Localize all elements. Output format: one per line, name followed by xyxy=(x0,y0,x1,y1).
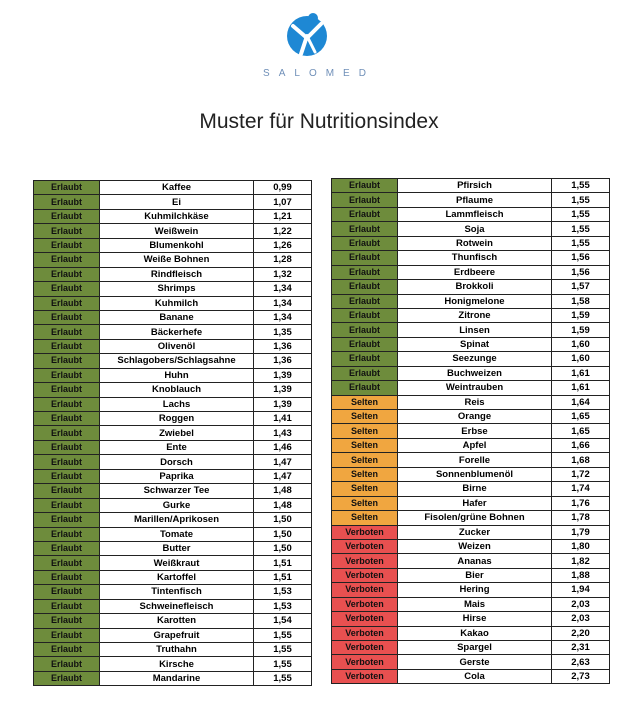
category-cell: Erlaubt xyxy=(34,412,100,426)
brand-name: SALOMED xyxy=(263,68,375,79)
food-cell: Weißwein xyxy=(100,224,254,238)
table-row xyxy=(34,354,312,368)
food-cell: Shrimps xyxy=(100,282,254,296)
food-cell: Karotten xyxy=(100,614,254,628)
index-value-cell: 1,48 xyxy=(254,498,312,512)
category-cell: Erlaubt xyxy=(332,179,398,193)
index-value-cell: 2,73 xyxy=(552,669,610,683)
nutrition-table-left xyxy=(33,180,312,686)
food-cell: Kartoffel xyxy=(100,570,254,584)
food-cell: Brokkoli xyxy=(398,280,552,294)
index-value-cell: 1,56 xyxy=(552,265,610,279)
index-value-cell: 1,50 xyxy=(254,541,312,555)
food-cell: Reis xyxy=(398,395,552,409)
index-value-cell: 1,57 xyxy=(552,280,610,294)
index-value-cell: 1,50 xyxy=(254,527,312,541)
table-row xyxy=(34,310,312,324)
index-value-cell: 1,72 xyxy=(552,467,610,481)
food-cell: Apfel xyxy=(398,438,552,452)
food-cell: Birne xyxy=(398,482,552,496)
index-value-cell: 1,59 xyxy=(552,308,610,322)
category-cell: Erlaubt xyxy=(34,671,100,685)
table-row xyxy=(332,366,610,380)
index-value-cell: 1,56 xyxy=(552,251,610,265)
index-value-cell: 2,63 xyxy=(552,655,610,669)
food-cell: Paprika xyxy=(100,469,254,483)
index-value-cell: 1,53 xyxy=(254,585,312,599)
table-row xyxy=(34,440,312,454)
category-cell: Erlaubt xyxy=(34,484,100,498)
category-cell: Selten xyxy=(332,511,398,525)
food-cell: Kakao xyxy=(398,626,552,640)
index-value-cell: 1,55 xyxy=(254,657,312,671)
food-cell: Kirsche xyxy=(100,657,254,671)
food-cell: Spargel xyxy=(398,641,552,655)
category-cell: Erlaubt xyxy=(332,337,398,351)
category-cell: Erlaubt xyxy=(34,541,100,555)
table-row xyxy=(332,597,610,611)
index-value-cell: 1,64 xyxy=(552,395,610,409)
food-cell: Olivenöl xyxy=(100,339,254,353)
food-cell: Kuhmilch xyxy=(100,296,254,310)
table-row xyxy=(34,657,312,671)
table-row xyxy=(332,568,610,582)
category-cell: Erlaubt xyxy=(34,614,100,628)
table-row xyxy=(332,337,610,351)
category-cell: Erlaubt xyxy=(332,236,398,250)
category-cell: Erlaubt xyxy=(34,455,100,469)
category-cell: Erlaubt xyxy=(332,308,398,322)
category-cell: Erlaubt xyxy=(34,310,100,324)
category-cell: Verboten xyxy=(332,583,398,597)
food-cell: Ente xyxy=(100,440,254,454)
category-cell: Erlaubt xyxy=(34,282,100,296)
index-value-cell: 1,55 xyxy=(552,207,610,221)
index-value-cell: 1,65 xyxy=(552,424,610,438)
table-row xyxy=(34,296,312,310)
category-cell: Selten xyxy=(332,482,398,496)
table-row xyxy=(34,339,312,353)
category-cell: Verboten xyxy=(332,641,398,655)
category-cell: Verboten xyxy=(332,669,398,683)
food-cell: Schwarzer Tee xyxy=(100,484,254,498)
index-value-cell: 1,55 xyxy=(254,628,312,642)
food-cell: Schlagobers/Schlagsahne xyxy=(100,354,254,368)
table-row xyxy=(332,251,610,265)
category-cell: Erlaubt xyxy=(34,469,100,483)
table-row xyxy=(34,541,312,555)
person-figure-icon xyxy=(283,12,331,60)
food-cell: Soja xyxy=(398,222,552,236)
food-cell: Hering xyxy=(398,583,552,597)
food-cell: Truthahn xyxy=(100,643,254,657)
index-value-cell: 2,03 xyxy=(552,612,610,626)
table-row xyxy=(34,224,312,238)
food-cell: Kuhmilchkäse xyxy=(100,209,254,223)
category-cell: Erlaubt xyxy=(34,253,100,267)
food-cell: Spinat xyxy=(398,337,552,351)
category-cell: Erlaubt xyxy=(34,657,100,671)
category-cell: Erlaubt xyxy=(34,181,100,195)
table-row xyxy=(332,626,610,640)
table-row xyxy=(332,539,610,553)
category-cell: Verboten xyxy=(332,597,398,611)
table-row xyxy=(332,467,610,481)
index-value-cell: 1,28 xyxy=(254,253,312,267)
category-cell: Erlaubt xyxy=(34,570,100,584)
table-row xyxy=(332,308,610,322)
index-value-cell: 1,76 xyxy=(552,496,610,510)
category-cell: Erlaubt xyxy=(332,366,398,380)
category-cell: Erlaubt xyxy=(34,527,100,541)
index-value-cell: 1,60 xyxy=(552,352,610,366)
food-cell: Cola xyxy=(398,669,552,683)
category-cell: Selten xyxy=(332,496,398,510)
table-row xyxy=(332,294,610,308)
index-value-cell: 1,54 xyxy=(254,614,312,628)
index-value-cell: 1,34 xyxy=(254,282,312,296)
index-value-cell: 1,58 xyxy=(552,294,610,308)
category-cell: Verboten xyxy=(332,525,398,539)
index-value-cell: 2,03 xyxy=(552,597,610,611)
table-row xyxy=(332,453,610,467)
index-value-cell: 1,66 xyxy=(552,438,610,452)
index-value-cell: 1,39 xyxy=(254,368,312,382)
table-row xyxy=(34,599,312,613)
category-cell: Erlaubt xyxy=(332,193,398,207)
table-row xyxy=(332,179,610,193)
food-cell: Weintrauben xyxy=(398,381,552,395)
category-cell: Erlaubt xyxy=(34,556,100,570)
table-row xyxy=(34,209,312,223)
index-value-cell: 1,80 xyxy=(552,539,610,553)
food-cell: Erdbeere xyxy=(398,265,552,279)
table-row xyxy=(34,469,312,483)
table-row xyxy=(332,207,610,221)
food-cell: Hafer xyxy=(398,496,552,510)
index-value-cell: 2,20 xyxy=(552,626,610,640)
table-row xyxy=(332,438,610,452)
category-cell: Erlaubt xyxy=(34,426,100,440)
food-cell: Seezunge xyxy=(398,352,552,366)
food-cell: Marillen/Aprikosen xyxy=(100,513,254,527)
category-cell: Verboten xyxy=(332,568,398,582)
index-value-cell: 1,94 xyxy=(552,583,610,597)
category-cell: Erlaubt xyxy=(34,397,100,411)
index-value-cell: 1,55 xyxy=(552,236,610,250)
category-cell: Selten xyxy=(332,410,398,424)
page-title: Muster für Nutritionsindex xyxy=(199,110,439,133)
category-cell: Erlaubt xyxy=(332,352,398,366)
food-cell: Blumenkohl xyxy=(100,238,254,252)
table-row xyxy=(332,193,610,207)
food-cell: Zucker xyxy=(398,525,552,539)
category-cell: Erlaubt xyxy=(34,368,100,382)
food-cell: Ananas xyxy=(398,554,552,568)
index-value-cell: 1,65 xyxy=(552,410,610,424)
category-cell: Verboten xyxy=(332,626,398,640)
food-cell: Tomate xyxy=(100,527,254,541)
table-row xyxy=(332,612,610,626)
index-value-cell: 1,82 xyxy=(552,554,610,568)
category-cell: Erlaubt xyxy=(34,325,100,339)
category-cell: Erlaubt xyxy=(332,294,398,308)
table-row xyxy=(332,352,610,366)
table-row xyxy=(34,671,312,685)
index-value-cell: 1,78 xyxy=(552,511,610,525)
category-cell: Selten xyxy=(332,395,398,409)
food-cell: Zwiebel xyxy=(100,426,254,440)
index-value-cell: 1,60 xyxy=(552,337,610,351)
table-row xyxy=(332,280,610,294)
table-row xyxy=(34,498,312,512)
table-row xyxy=(332,669,610,683)
index-value-cell: 1,68 xyxy=(552,453,610,467)
category-cell: Erlaubt xyxy=(332,251,398,265)
food-cell: Butter xyxy=(100,541,254,555)
food-cell: Mais xyxy=(398,597,552,611)
category-cell: Verboten xyxy=(332,655,398,669)
index-value-cell: 1,55 xyxy=(254,643,312,657)
category-cell: Erlaubt xyxy=(34,354,100,368)
food-cell: Fisolen/grüne Bohnen xyxy=(398,511,552,525)
index-value-cell: 1,46 xyxy=(254,440,312,454)
index-value-cell: 1,34 xyxy=(254,310,312,324)
food-cell: Forelle xyxy=(398,453,552,467)
index-value-cell: 1,07 xyxy=(254,195,312,209)
food-cell: Gurke xyxy=(100,498,254,512)
table-row xyxy=(34,513,312,527)
category-cell: Erlaubt xyxy=(34,513,100,527)
food-cell: Dorsch xyxy=(100,455,254,469)
index-value-cell: 1,48 xyxy=(254,484,312,498)
food-cell: Zitrone xyxy=(398,308,552,322)
index-value-cell: 1,74 xyxy=(552,482,610,496)
table-row xyxy=(332,222,610,236)
food-cell: Banane xyxy=(100,310,254,324)
category-cell: Erlaubt xyxy=(34,224,100,238)
food-cell: Bäckerhefe xyxy=(100,325,254,339)
food-cell: Weiße Bohnen xyxy=(100,253,254,267)
table-row xyxy=(34,527,312,541)
table-row xyxy=(34,614,312,628)
category-cell: Verboten xyxy=(332,539,398,553)
table-row xyxy=(332,410,610,424)
index-value-cell: 1,47 xyxy=(254,455,312,469)
table-row xyxy=(34,282,312,296)
category-cell: Erlaubt xyxy=(332,207,398,221)
table-row xyxy=(34,368,312,382)
category-cell: Erlaubt xyxy=(34,238,100,252)
category-cell: Erlaubt xyxy=(332,323,398,337)
index-value-cell: 1,88 xyxy=(552,568,610,582)
table-row xyxy=(34,643,312,657)
food-cell: Schweinefleisch xyxy=(100,599,254,613)
category-cell: Verboten xyxy=(332,612,398,626)
index-value-cell: 2,31 xyxy=(552,641,610,655)
index-value-cell: 1,51 xyxy=(254,570,312,584)
table-row xyxy=(332,525,610,539)
table-row xyxy=(34,383,312,397)
index-value-cell: 1,79 xyxy=(552,525,610,539)
table-row xyxy=(332,641,610,655)
category-cell: Erlaubt xyxy=(34,209,100,223)
food-cell: Pflaume xyxy=(398,193,552,207)
food-cell: Rotwein xyxy=(398,236,552,250)
index-value-cell: 1,39 xyxy=(254,397,312,411)
table-row xyxy=(332,265,610,279)
table-row xyxy=(34,455,312,469)
food-cell: Huhn xyxy=(100,368,254,382)
table-row xyxy=(34,267,312,281)
table-row xyxy=(332,482,610,496)
table-row xyxy=(34,426,312,440)
table-row xyxy=(34,325,312,339)
table-row xyxy=(332,655,610,669)
food-cell: Hirse xyxy=(398,612,552,626)
category-cell: Erlaubt xyxy=(34,267,100,281)
table-row xyxy=(34,556,312,570)
table-row xyxy=(34,628,312,642)
index-value-cell: 1,39 xyxy=(254,383,312,397)
table-row xyxy=(34,253,312,267)
category-cell: Selten xyxy=(332,424,398,438)
category-cell: Erlaubt xyxy=(34,339,100,353)
index-value-cell: 1,43 xyxy=(254,426,312,440)
table-row xyxy=(34,181,312,195)
food-cell: Sonnenblumenöl xyxy=(398,467,552,481)
category-cell: Selten xyxy=(332,438,398,452)
category-cell: Erlaubt xyxy=(34,643,100,657)
category-cell: Erlaubt xyxy=(332,381,398,395)
index-value-cell: 1,55 xyxy=(254,671,312,685)
index-value-cell: 1,61 xyxy=(552,381,610,395)
food-cell: Erbse xyxy=(398,424,552,438)
category-cell: Erlaubt xyxy=(34,440,100,454)
index-value-cell: 1,36 xyxy=(254,339,312,353)
index-value-cell: 0,99 xyxy=(254,181,312,195)
table-row xyxy=(34,570,312,584)
table-row xyxy=(332,511,610,525)
index-value-cell: 1,51 xyxy=(254,556,312,570)
nutrition-table-right xyxy=(331,178,610,684)
food-cell: Gerste xyxy=(398,655,552,669)
index-value-cell: 1,26 xyxy=(254,238,312,252)
category-cell: Erlaubt xyxy=(34,628,100,642)
category-cell: Selten xyxy=(332,467,398,481)
index-value-cell: 1,41 xyxy=(254,412,312,426)
category-cell: Verboten xyxy=(332,554,398,568)
index-value-cell: 1,59 xyxy=(552,323,610,337)
food-cell: Kaffee xyxy=(100,181,254,195)
table-row xyxy=(34,484,312,498)
category-cell: Erlaubt xyxy=(332,280,398,294)
index-value-cell: 1,36 xyxy=(254,354,312,368)
table-row xyxy=(332,496,610,510)
food-cell: Buchweizen xyxy=(398,366,552,380)
food-cell: Linsen xyxy=(398,323,552,337)
index-value-cell: 1,55 xyxy=(552,222,610,236)
food-cell: Weizen xyxy=(398,539,552,553)
category-cell: Erlaubt xyxy=(34,585,100,599)
food-cell: Lammfleisch xyxy=(398,207,552,221)
food-cell: Thunfisch xyxy=(398,251,552,265)
table-row xyxy=(332,424,610,438)
index-value-cell: 1,35 xyxy=(254,325,312,339)
table-row xyxy=(332,583,610,597)
index-value-cell: 1,55 xyxy=(552,193,610,207)
table-row xyxy=(34,397,312,411)
table-row xyxy=(34,195,312,209)
food-cell: Grapefruit xyxy=(100,628,254,642)
index-value-cell: 1,53 xyxy=(254,599,312,613)
index-value-cell: 1,61 xyxy=(552,366,610,380)
table-row xyxy=(34,585,312,599)
food-cell: Mandarine xyxy=(100,671,254,685)
table-row xyxy=(34,238,312,252)
table-row xyxy=(332,323,610,337)
food-cell: Rindfleisch xyxy=(100,267,254,281)
category-cell: Erlaubt xyxy=(332,222,398,236)
category-cell: Selten xyxy=(332,453,398,467)
index-value-cell: 1,21 xyxy=(254,209,312,223)
index-value-cell: 1,50 xyxy=(254,513,312,527)
category-cell: Erlaubt xyxy=(332,265,398,279)
food-cell: Orange xyxy=(398,410,552,424)
table-row xyxy=(34,412,312,426)
food-cell: Tintenfisch xyxy=(100,585,254,599)
category-cell: Erlaubt xyxy=(34,195,100,209)
table-row xyxy=(332,236,610,250)
index-value-cell: 1,47 xyxy=(254,469,312,483)
food-cell: Ei xyxy=(100,195,254,209)
category-cell: Erlaubt xyxy=(34,599,100,613)
food-cell: Lachs xyxy=(100,397,254,411)
index-value-cell: 1,34 xyxy=(254,296,312,310)
food-cell: Knoblauch xyxy=(100,383,254,397)
table-row xyxy=(332,554,610,568)
food-cell: Bier xyxy=(398,568,552,582)
food-cell: Weißkraut xyxy=(100,556,254,570)
category-cell: Erlaubt xyxy=(34,296,100,310)
index-value-cell: 1,32 xyxy=(254,267,312,281)
food-cell: Roggen xyxy=(100,412,254,426)
index-value-cell: 1,55 xyxy=(552,179,610,193)
food-cell: Honigmelone xyxy=(398,294,552,308)
table-row xyxy=(332,381,610,395)
category-cell: Erlaubt xyxy=(34,383,100,397)
category-cell: Erlaubt xyxy=(34,498,100,512)
food-cell: Pfirsich xyxy=(398,179,552,193)
index-value-cell: 1,22 xyxy=(254,224,312,238)
table-row xyxy=(332,395,610,409)
